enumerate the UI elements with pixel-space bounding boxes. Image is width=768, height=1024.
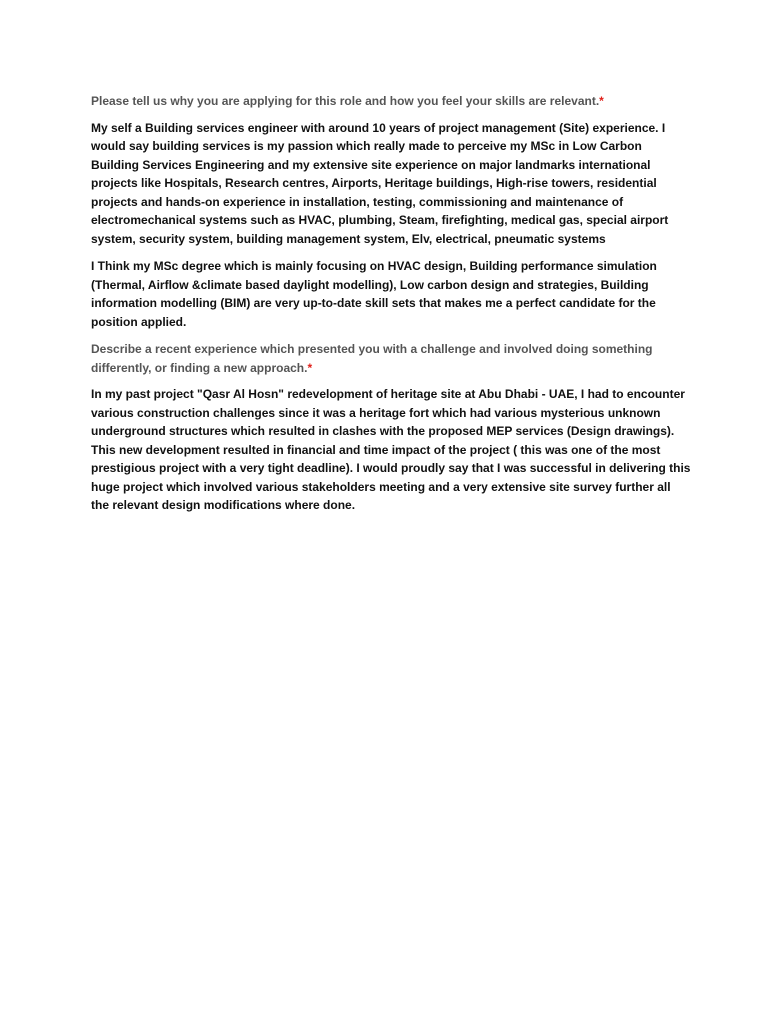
question-2	[91, 340, 691, 377]
question-2-text: Describe a recent experience which presented you with a challenge and involved doing something differently, or finding a new approach.	[91, 342, 653, 375]
required-marker-2: *	[307, 360, 313, 375]
document-content	[91, 92, 691, 524]
answer-1-paragraph-1: My self a Building services engineer with around 10 years of project management (Site) experience. I would say building services is my passion which really made to perceive my MSc in Low Carbon Building Services Engineering and my extensive site experience on major landmarks international projects like Hospitals, Research centres, Airports, Heritage buildings, High-rise towers, residential projects and hands-on experience in installation, testing, commissioning and maintenance of electromechanical systems such as HVAC, plumbing, Steam, firefighting, medical gas, special airport system, security system, building management system, Elv, electrical, pneumatic systems	[91, 120, 669, 246]
required-marker-1: *	[599, 94, 604, 108]
question-1	[91, 92, 691, 111]
answer-2-paragraph-1: In my past project "Qasr Al Hosn" redevelopment of heritage site at Abu Dhabi - UAE, I had to encounter various construction challenges since it was a heritage fort which had various mysterious unknown underground structures which resulted in clashes with the proposed MEP services (Design drawings). This new development resulted in financial and time impact of the project ( this was one of the most prestigious project with a very tight deadline). I would proudly say that I was successful in delivering this huge project which involved various stakeholders meeting and a very extensive site survey further all the relevant design modifications where done.	[91, 387, 691, 512]
answer-1-paragraph-2: I Think my MSc degree which is mainly focusing on HVAC design, Building performance simulation (Thermal, Airflow &climate based daylight modelling), Low carbon design and strategies, Building information modelling (BIM) are very up-to-date skill sets that makes me a perfect candidate for the position applied.	[91, 259, 657, 329]
question-1-text: Please tell us why you are applying for this role and how you feel your skills are relevant.	[91, 94, 600, 108]
